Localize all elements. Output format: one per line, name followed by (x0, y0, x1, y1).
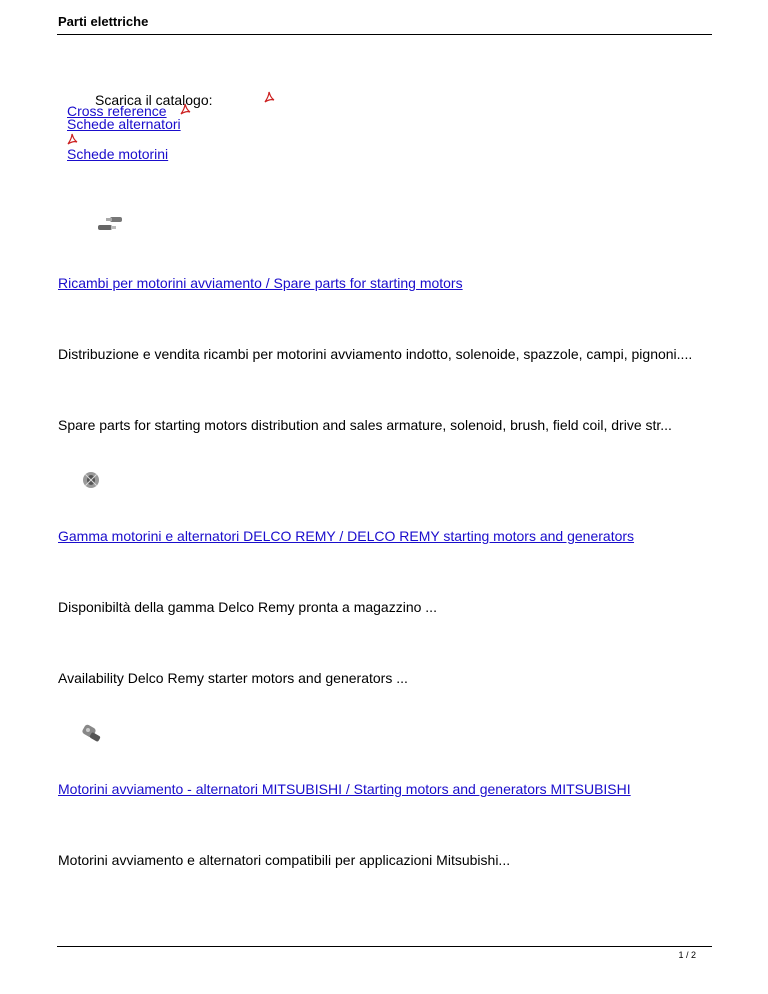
header-divider (57, 34, 712, 35)
download-label: Scarica il catalogo: (95, 92, 213, 108)
schede-alternatori-link[interactable]: Schede alternatori (67, 116, 181, 132)
article-title-link[interactable]: Motorini avviamento - alternatori MITSUBISHI / Starting motors and generators MITSUBISHI (58, 781, 631, 797)
page-number: 1 / 2 (678, 950, 696, 960)
page-header-title: Parti elettriche (58, 14, 149, 29)
article-description: Disponibiltà della gamma Delco Remy pronta a magazzino ... (58, 599, 437, 615)
schede-motorini-link[interactable]: Schede motorini (67, 146, 169, 162)
article-description: Availability Delco Remy starter motors and generators ... (58, 670, 408, 686)
starter-parts-icon[interactable] (96, 215, 126, 238)
article-title-link[interactable]: Ricambi per motorini avviamento / Spare parts for starting motors (58, 275, 463, 291)
pdf-icon[interactable] (264, 90, 275, 108)
cross-reference-link[interactable]: Cross reference (67, 103, 167, 119)
article-description: Spare parts for starting motors distribution and sales armature, solenoid, brush, field coil, drive str... (58, 417, 672, 433)
footer-divider (57, 946, 712, 947)
starter-motor-icon[interactable] (80, 722, 104, 751)
alternator-icon[interactable] (80, 470, 102, 495)
pdf-icon[interactable] (180, 102, 191, 120)
article-title-link[interactable]: Gamma motorini e alternatori DELCO REMY / DELCO REMY starting motors and generators (58, 528, 635, 544)
article-description: Distribuzione e vendita ricambi per motorini avviamento indotto, solenoide, spazzole, campi, pignoni.... (58, 346, 693, 362)
article-description: Motorini avviamento e alternatori compatibili per applicazioni Mitsubishi... (58, 852, 511, 868)
